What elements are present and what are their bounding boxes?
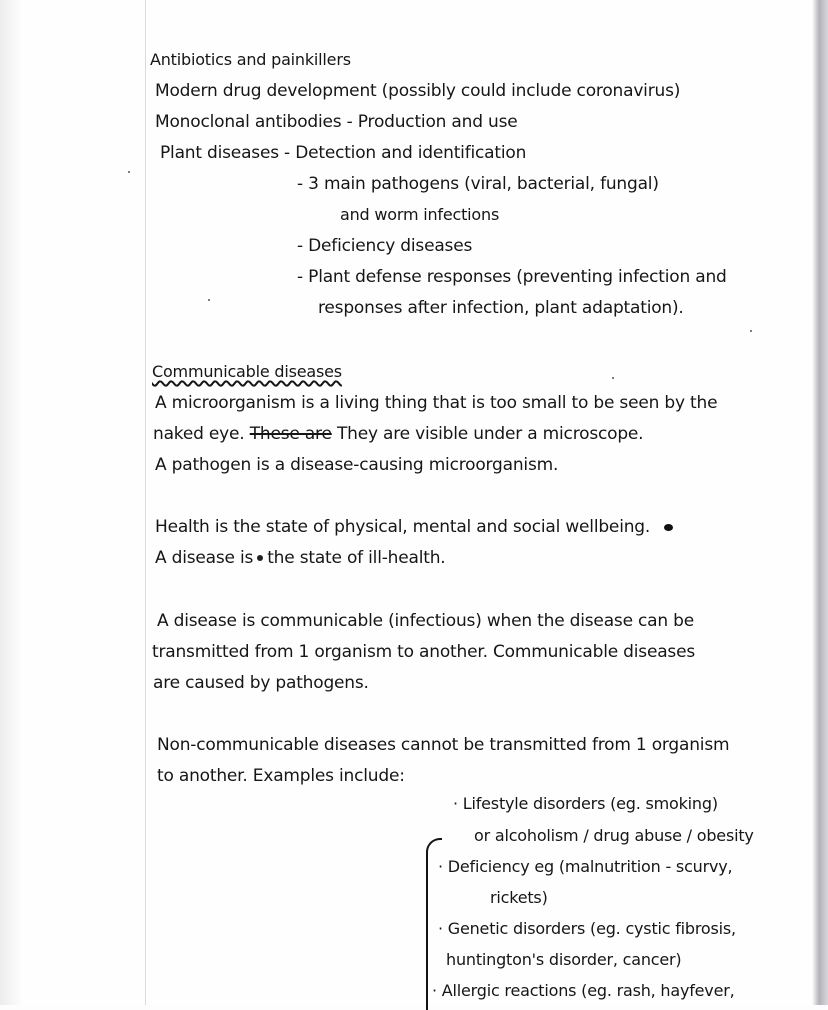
- communicable-line-1: A disease is communicable (infectious) when the disease can be: [157, 611, 695, 631]
- example-genetic-cont: huntington's disorder, cancer): [446, 950, 682, 969]
- paper-speck: [128, 171, 130, 173]
- topic-drug-development: Modern drug development (possibly could include coronavirus): [155, 81, 681, 101]
- microorganism-line-1: A microorganism is a living thing that is too small to be seen by the: [155, 393, 718, 413]
- plant-sub-defense-cont: responses after infection, plant adaptation).: [318, 298, 684, 318]
- non-communicable-line-1: Non-communicable diseases cannot be transmitted from 1 organism: [157, 735, 730, 755]
- pathogen-definition: A pathogen is a disease-causing microorganism.: [155, 455, 559, 475]
- disease-definition-start: A disease is: [155, 548, 254, 568]
- topic-plant-diseases: Plant diseases - Detection and identification: [160, 143, 527, 163]
- margin-line: [145, 0, 146, 1005]
- topic-monoclonal-antibodies: Monoclonal antibodies - Production and use: [155, 112, 518, 132]
- example-deficiency: · Deficiency eg (malnutrition - scurvy,: [438, 857, 733, 876]
- non-communicable-line-2: to another. Examples include:: [157, 766, 405, 786]
- health-definition-text: Health is the state of physical, mental and social wellbeing.: [155, 517, 651, 537]
- plant-sub-pathogens: - 3 main pathogens (viral, bacterial, fungal): [297, 174, 659, 194]
- plant-sub-worm: and worm infections: [340, 205, 500, 224]
- example-deficiency-cont: rickets): [490, 888, 548, 907]
- paper-speck: [612, 377, 614, 379]
- plant-sub-deficiency: - Deficiency diseases: [297, 236, 473, 256]
- struck-out-text: These are: [249, 424, 332, 444]
- paper-speck: [750, 330, 752, 332]
- scribble-mark-icon: [257, 555, 263, 561]
- ink-blot-icon: [664, 524, 673, 531]
- notebook-spine-shadow: [812, 0, 828, 1005]
- communicable-line-2: transmitted from 1 organism to another. Communicable diseases: [152, 642, 695, 662]
- microorganism-line-2-start: naked eye.: [153, 424, 245, 444]
- topic-antibiotics: Antibiotics and painkillers: [150, 50, 351, 69]
- example-lifestyle: · Lifestyle disorders (eg. smoking): [453, 794, 718, 813]
- disease-definition: [155, 548, 445, 568]
- example-genetic: · Genetic disorders (eg. cystic fibrosis,: [438, 919, 736, 938]
- communicable-line-3: are caused by pathogens.: [153, 673, 369, 693]
- example-allergic: · Allergic reactions (eg. rash, hayfever,: [432, 981, 735, 1000]
- section-heading-communicable-diseases: Communicable diseases: [152, 362, 342, 381]
- example-lifestyle-cont: or alcoholism / drug abuse / obesity: [474, 826, 754, 845]
- microorganism-line-2-end: They are visible under a microscope.: [336, 424, 644, 444]
- health-definition: [155, 517, 673, 537]
- paper-speck: [208, 299, 210, 301]
- page-left-edge: [0, 0, 22, 1005]
- disease-definition-end: the state of ill-health.: [267, 548, 446, 568]
- microorganism-line-2: [153, 424, 643, 444]
- plant-sub-defense: - Plant defense responses (preventing infection and: [297, 267, 727, 287]
